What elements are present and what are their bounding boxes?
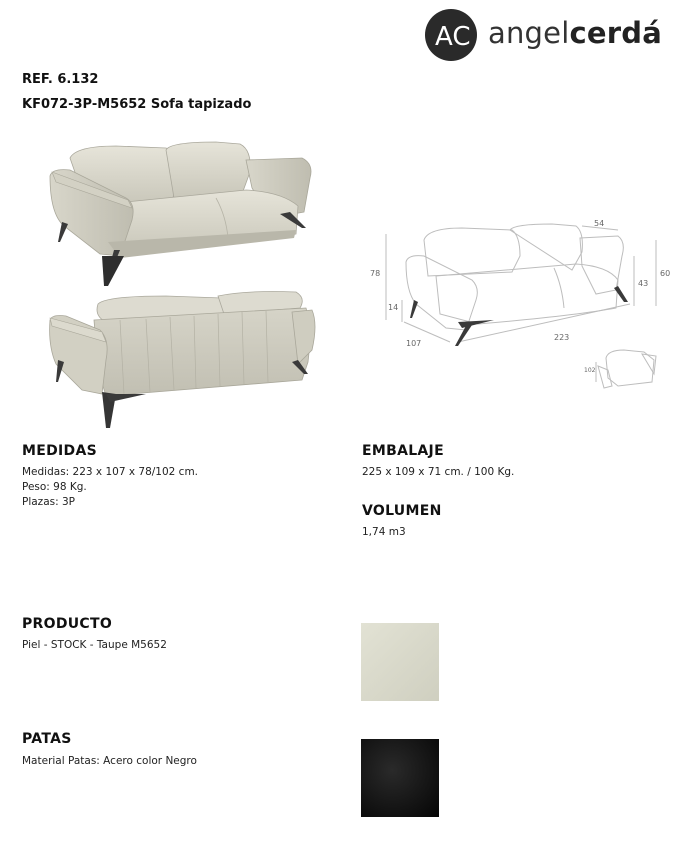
legs-finish-swatch bbox=[361, 739, 439, 817]
dimension-diagram bbox=[362, 210, 674, 410]
medidas-heading: MEDIDAS bbox=[22, 443, 97, 459]
volumen-heading: VOLUMEN bbox=[362, 503, 442, 519]
brand-logo-icon bbox=[424, 8, 478, 62]
dim-width: 223 bbox=[554, 333, 570, 342]
product-ref: REF. 6.132 bbox=[22, 72, 99, 87]
producto-text: Piel - STOCK - Taupe M5652 bbox=[22, 639, 167, 651]
peso-line: Peso: 98 Kg. bbox=[22, 481, 87, 493]
embalaje-heading: EMBALAJE bbox=[362, 443, 444, 459]
brand-name bbox=[488, 16, 662, 50]
brand-mark-text: AC bbox=[435, 22, 471, 52]
brand-name-light: angel bbox=[488, 16, 570, 50]
dim-height: 78 bbox=[370, 269, 381, 278]
volumen-text: 1,74 m3 bbox=[362, 526, 406, 538]
producto-heading: PRODUCTO bbox=[22, 616, 113, 632]
dim-leg-height: 14 bbox=[388, 303, 399, 312]
dim-depth: 107 bbox=[406, 339, 422, 348]
dim-arm-width: 54 bbox=[594, 219, 605, 228]
patas-text: Material Patas: Acero color Negro bbox=[22, 755, 197, 767]
leather-swatch bbox=[361, 623, 439, 701]
embalaje-text: 225 x 109 x 71 cm. / 100 Kg. bbox=[362, 466, 515, 478]
medidas-details bbox=[22, 465, 198, 510]
dim-seat-height: 43 bbox=[638, 279, 649, 288]
patas-heading: PATAS bbox=[22, 731, 72, 747]
brand-name-bold: cerdá bbox=[569, 16, 662, 50]
sofa-back-photo bbox=[46, 290, 318, 430]
sofa-front-photo bbox=[46, 138, 318, 286]
dim-arm-height: 60 bbox=[660, 269, 671, 278]
dim-height-back: 102 bbox=[584, 367, 596, 374]
product-title: KF072-3P-M5652 Sofa tapizado bbox=[22, 97, 252, 112]
plazas-line: Plazas: 3P bbox=[22, 496, 75, 508]
medidas-line: Medidas: 223 x 107 x 78/102 cm. bbox=[22, 466, 199, 478]
